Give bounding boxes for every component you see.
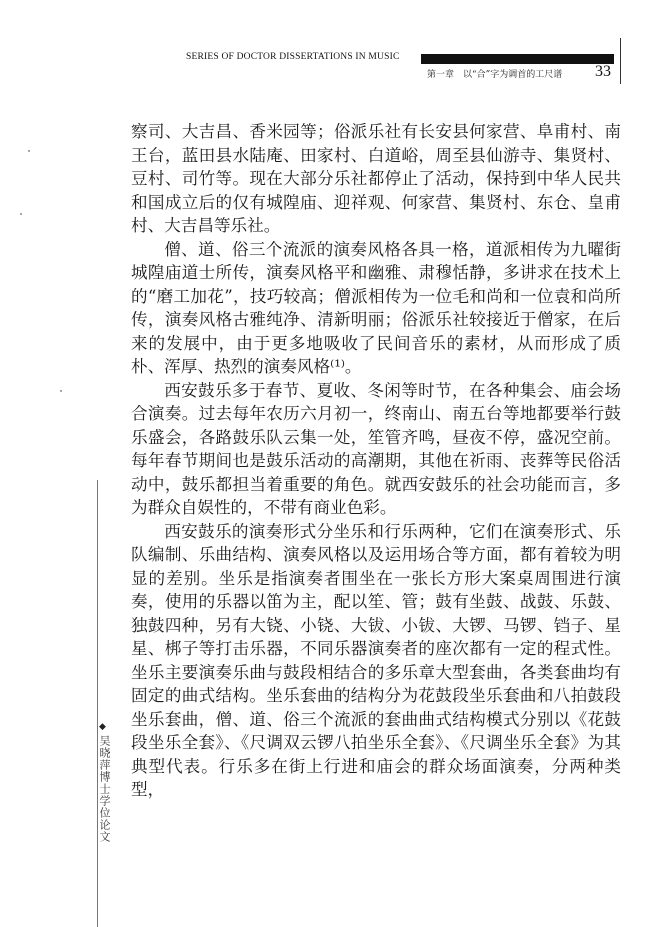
header-divider-line bbox=[620, 38, 621, 84]
paragraph-1: 察司、大吉昌、香米园等；俗派乐社有长安县何家营、阜甫村、南王台，蓝田县水陆庵、田家村、白道峪，周至县仙游寺、集贤村、豆村、司竹等。现在大部分乐社都停止了活动，保持到中华人民共和国成立后的仅有城隍庙、迎祥观、何家营、集贤村、东仓、皇甫村、大吉昌等乐社。 bbox=[131, 122, 621, 235]
diamond-icon: ◆ bbox=[99, 722, 106, 732]
body-text bbox=[131, 120, 621, 802]
header-black-bar bbox=[421, 54, 614, 64]
scan-speck bbox=[28, 150, 30, 152]
running-header-chapter: 第一章 以“合”字为调首的工尺谱 bbox=[427, 70, 563, 80]
paragraph-4: 西安鼓乐的演奏形式分坐乐和行乐两种，它们在演奏形式、乐队编制、乐曲结构、演奏风格以及运用场合等方面，都有着较为明显的差别。坐乐是指演奏者围坐在一张长方形大案桌周围进行演奏，使用的乐器以笛为主，配以笙、管；鼓有坐鼓、战鼓、乐鼓、独鼓四种，另有大铙、小铙、大钹、小钹、大锣、马锣、铛子、星星、梆子等打击乐器，不同乐器演奏者的座次都有一定的程式性。坐乐主要演奏乐曲与鼓段相结合的多乐章大型套曲，各类套曲均有固定的曲式结构。坐乐套曲的结构分为花鼓段坐乐套曲和八拍鼓段坐乐套曲，僧、道、俗三个流派的套曲曲式结构模式分别以《花鼓段坐乐全套》、《尺调双云锣八拍坐乐全套》、《尺调坐乐全套》为其典型代表。行乐多在街上行进和庙会的群众场面演奏，分两种类型， bbox=[131, 521, 621, 799]
scan-speck bbox=[60, 390, 62, 392]
page-number: 33 bbox=[595, 63, 611, 80]
scan-speck bbox=[20, 213, 22, 215]
margin-author-label: 吴晓萍博士学位论文 bbox=[98, 735, 111, 843]
paragraph-2: 僧、道、俗三个流派的演奏风格各具一格，道派相传为九曜街城隍庙道士所传，演奏风格平和幽雅、肃穆恬静，多讲求在技术上的“磨工加花”，技巧较高；僧派相传为一位毛和尚和一位袁和尚所传，演奏风格古雅纯净、清新明丽；俗派乐社较接近于僧家，在后来的发展中，由于更多地吸收了民间音乐的素材，从而形成了质朴、浑厚、热烈的演奏风格⁽¹⁾。 bbox=[131, 239, 621, 376]
margin-vertical-line bbox=[97, 480, 98, 927]
paragraph-3: 西安鼓乐多于春节、夏收、冬闲等时节，在各种集会、庙会场合演奏。过去每年农历六月初一，终南山、南五台等地都要举行鼓乐盛会，各路鼓乐队云集一处，笙管齐鸣，昼夜不停，盛况空前。每年春节期间也是鼓乐活动的高潮期，其他在祈雨、丧葬等民俗活动中，鼓乐都担当着重要的角色。就西安鼓乐的社会功能而言，多为群众自娱性的，不带有商业色彩。 bbox=[131, 380, 621, 517]
running-header-series: SERIES OF DOCTOR DISSERTATIONS IN MUSIC bbox=[186, 52, 400, 62]
